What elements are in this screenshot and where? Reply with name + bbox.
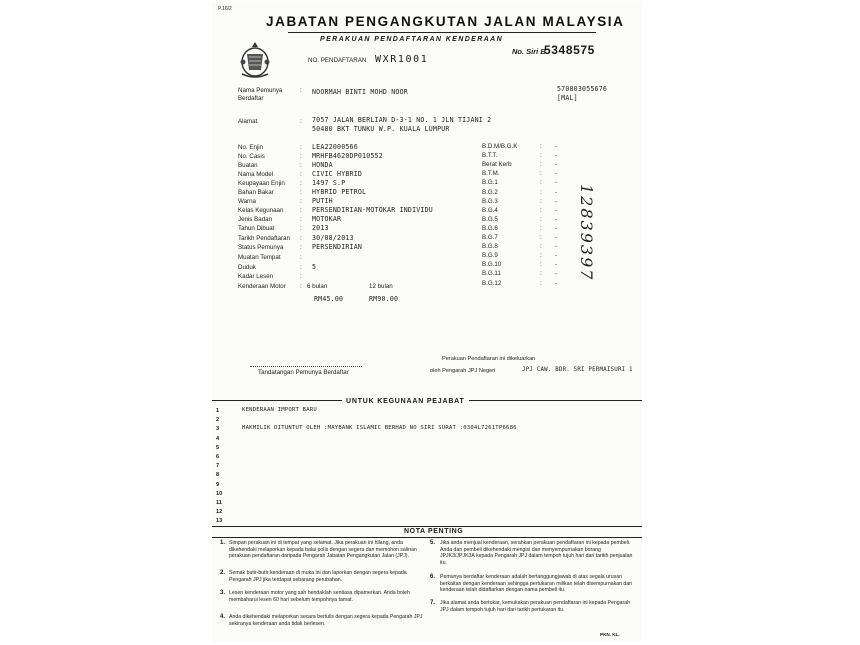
notes-title: NOTA PENTING	[404, 528, 464, 535]
weight-label: B.T.T.	[482, 152, 498, 160]
vehicle-field-value: 5	[312, 263, 317, 271]
note-text: Lesen kenderaan motor yang sah hendaklah sentiasa dipamerkan. Anda boleh membaharui lesen 60 hari sebelum tempohnya tamat.	[229, 590, 410, 603]
field-colon: :	[300, 198, 302, 205]
row-number: 5	[216, 444, 220, 451]
note-text: Jika alamat anda bertukar, kemukakan perakuan pendaftaran ini kepada Pengarah JPJ dalam tempoh tujuh hari dari tarikh pertukaran itu.	[440, 600, 631, 613]
weight-label: B.G.3	[482, 197, 498, 205]
field-colon: :	[300, 244, 302, 251]
field-colon: :	[300, 144, 302, 151]
vehicle-field-value: 1497 S.P	[312, 179, 346, 187]
weight-label: B.D.M/B.G.K	[482, 143, 518, 150]
field-colon: :	[300, 235, 302, 242]
weight-value: -	[555, 143, 558, 150]
vehicle-field-value: HYBRID PETROL	[312, 188, 367, 196]
field-colon: :	[300, 225, 302, 232]
row-number: 10	[216, 490, 223, 497]
vehicle-field-label: Keupayaan Enjin	[238, 180, 285, 187]
vehicle-field-value: HONDA	[312, 161, 333, 169]
field-colon: :	[300, 264, 302, 271]
vehicle-field-value: MRHFB4620DP010552	[312, 152, 383, 160]
weight-label: B.G.11	[482, 270, 501, 278]
vehicle-field-value: PERSENDIRIAN	[312, 243, 363, 251]
footer-code: PKN. KL.	[600, 632, 620, 637]
weight-value: -	[555, 206, 558, 214]
row-number: 1	[216, 408, 220, 414]
vehicle-field-label: Bahan Bakar	[238, 189, 274, 196]
vehicle-field-label: Kelas Kegunaan	[238, 207, 284, 214]
vehicle-field-label: Status Pemunya	[238, 244, 284, 251]
vehicle-field-label: Jenis Badan	[238, 216, 273, 223]
row-number: 12	[216, 509, 223, 516]
row-number: 4	[216, 435, 220, 442]
weight-label: B.G.12	[482, 279, 502, 287]
address-line-1: 7057 JALAN BERLIAN D-3-1 NO. 1 JLN TIJANI 2	[312, 116, 492, 124]
vehicle-field-value: CIVIC HYBRID	[312, 170, 363, 178]
field-colon: :	[540, 243, 542, 251]
vehicle-field-label: Warna	[238, 198, 256, 205]
weight-label: B.G.2	[482, 188, 498, 196]
reg-label: NO. PENDAFTARAN	[308, 57, 367, 64]
weight-value: -	[555, 188, 558, 196]
field-colon: :	[300, 254, 302, 261]
weight-value: -	[555, 152, 558, 160]
row-number: 6	[216, 454, 220, 460]
vehicle-field-value: PUTIH	[312, 197, 333, 205]
row-number: 3	[216, 426, 220, 433]
owner-sign-label: Tandatangan Pemunya Berdaftar	[258, 369, 349, 376]
weight-value: -	[555, 261, 558, 269]
field-colon: :	[540, 234, 542, 241]
registration-certificate: P.16/2 JABATAN PENGANGKUTAN JALAN MALAYSIA PERAKUAN PENDAFTARAN KENDERAAN No. Siri B 5348575 NO. PENDAFTARAN WXR1001 Nama Pemunya Berdaftar : NOORMAH BINTI MOHD NOOR 570803055676 [MAL] Alamat : 7057 JALAN BERLIAN D-3-1 NO. 1 JLN TIJANI 2 50480 BKT TUNKU W.P. KUALA LUMPUR No. Enjin : LEA22000566 No. Casis : MRHFB4620DP010552 Buatan : HONDA Nama Model : CIVIC HYBRID Keupayaan Enjin : 1497 S.P Bahan Bakar : HYBRID PETROL Warna : PUTIH Kelas Kegunaan : PERSENDIRIAN-MOTOKAR INDIVIDU Jenis Badan : MOTOKAR Tahun Dibuat : 2013 Tarikh Pendaftaran : 30/08/2013 Status Pemunya : PERSENDIRIAN Muatan Tempat : Duduk : 5 Kadar Lesen : Kenderaan Motor : 6 bulan 12 bulan RM45.00 RM90.00 B.D.M/B.G.K : - B.T.T. : - Berat Kerb : - B.T.M. : - B.G.1 : - B.G.2 : - B.G.3 : - B.G.4 : - B.G.5 : - B.G.6 : - B.G.7 : - B.G.8 : - B.G.9 : - B.G.10 : - B.G.11 : - B.G.12 : - 12839397 Tandatangan Pemunya Berdaftar Perakuan Pendaftaran ini dikeluarkan oleh Pengarah JPJ Negeri JPJ CAW. BDR. SRI PERMAISURI 1 UNTUK KEGUNAAN PEJABAT 1 KENDERAAN IMPORT BARU 2 3 HAKMILIK DITUNTUT OLEH :MAYBANK ISLAMIC BERHAD NO SIRI SURAT :0304L7261TP6686 4 5 6 7 8 9 10 11 12 13 NOTA PENTING 1. Simpan perakuan ini di tempat yang selamat. Jika perakuan ini hilang, anda dikehendaki melaporkan kepada balai polis dengan segera dan memohon salinan perakuan pendaftaran daripada Pengarah Jabatan Pengangkutan Jalan (JPJ). 2. Semak butir-butir kenderaan di muka ini dan laporkan dengan segera kepada Pengarah JPJ jika terdapat sebarang perubahan. 3. Lesen kenderaan motor yang sah hendaklah sentiasa dipamerkan. Anda boleh membaharui lesen 60 hari sebelum tempohnya tamat. 4. Anda dikehendaki melaporkan secara bertulis dengan segera kepada Pengarah JPJ sekiranya kenderaan anda tidak berlesen. 5. Jika anda menjual kenderaan, serahkan perakuan pendaftaran ini kepada pembeli. Anda dan pembeli dikehendaki mengisi dan menyempurnakan borang JPJK3/JPJK3A kepada Pengarah JPJ dalam tempoh tujuh hari dari tarikh penjualan itu. 6. Pemunya berdaftar kenderaan adalah bertanggungjawab di atas segala urusan berkaitan dengan kenderaan sehingga pertukaran milikan telah disempurnakan dan kenderaan telah didaftarkan dengan nama pembeli itu. 7. Jika alamat anda bertukar, kemukakan perakuan pendaftaran ini kepada Pengarah JPJ dalam tempoh tujuh hari dari tarikh pertukaran itu. PKN. KL.	[212, 2, 642, 642]
reg-number: WXR1001	[375, 54, 429, 65]
serial-label: No. Siri B	[512, 47, 546, 56]
signature-line	[250, 366, 362, 367]
field-colon: :	[540, 206, 542, 214]
weight-value: -	[555, 215, 558, 223]
weight-value: -	[555, 252, 558, 260]
field-colon: :	[540, 152, 542, 160]
field-colon: :	[300, 189, 302, 196]
field-colon: :	[300, 180, 302, 187]
issuing-office: JPJ CAW. BDR. SRI PERMAISURI 1	[522, 367, 633, 373]
title-underline	[288, 32, 596, 33]
note-number: 2.	[220, 570, 226, 576]
weight-label: B.G.4	[482, 206, 498, 214]
note-number: 4.	[220, 614, 226, 620]
weight-value: -	[555, 279, 558, 287]
weight-label: B.G.6	[482, 224, 498, 232]
row-number: 7	[216, 463, 220, 470]
vehicle-field-value: LEA22000566	[312, 143, 358, 151]
field-colon: :	[540, 261, 542, 269]
note-number: 3.	[220, 590, 226, 596]
row-number: 8	[216, 472, 220, 479]
vehicle-field-label: No. Enjin	[238, 144, 264, 151]
owner-name: NOORMAH BINTI MOHD NOOR	[312, 88, 408, 96]
vehicle-field-label: Tahun Dibuat	[238, 225, 275, 232]
twelve-months-rate: RM90.00	[369, 295, 399, 303]
notes-top-border	[212, 526, 642, 527]
serial-number: 5348575	[544, 43, 595, 57]
note-number: 7.	[430, 600, 436, 606]
weight-value: -	[555, 243, 558, 251]
issued-line-1: Perakuan Pendaftaran ini dikeluarkan	[442, 356, 536, 362]
address-line-2: 50480 BKT TUNKU W.P. KUALA LUMPUR	[312, 125, 450, 133]
weight-label: B.T.M.	[482, 170, 500, 178]
notes-title-border	[212, 537, 642, 538]
weight-value: -	[555, 161, 558, 169]
official-use-title: UNTUK KEGUNAAN PEJABAT	[342, 398, 469, 405]
note-number: 1.	[220, 540, 226, 546]
vehicle-field-value: 30/08/2013	[312, 234, 354, 242]
official-row-text: HAKMILIK DITUNTUT OLEH :MAYBANK ISLAMIC BERHAD NO SIRI SURAT :0304L7261TP6686	[242, 425, 517, 432]
note-text: Simpan perakuan ini di tempat yang selamat. Jika perakuan ini hilang, anda dikehendaki melaporkan kepada balai polis dengan segera dan memohon salinan perakuan pendaftaran daripada Pengarah Jabatan Pengangkutan Jalan (JPJ).	[229, 540, 417, 560]
note-text: Semak butir-butir kenderaan di muka ini dan laporkan dengan segera kepada Pengarah JPJ jika terdapat sebarang perubahan.	[229, 570, 407, 583]
vehicle-field-label: Tarikh Pendaftaran	[238, 235, 290, 242]
row-number: 13	[216, 518, 223, 525]
owner-name-label: Nama Pemunya Berdaftar	[238, 87, 283, 102]
page-subtitle: PERAKUAN PENDAFTARAN KENDERAAN	[320, 36, 504, 43]
field-colon: :	[540, 252, 542, 260]
weight-label: B.G.5	[482, 215, 498, 223]
weight-value: -	[555, 234, 558, 241]
row-number: 2	[216, 417, 220, 424]
weight-value: -	[555, 270, 558, 278]
weight-value: -	[555, 170, 558, 178]
weight-label: B.G.8	[482, 243, 498, 251]
handwritten-number: 12839397	[577, 184, 596, 282]
field-colon: :	[540, 170, 542, 178]
license-label: Kenderaan Motor	[238, 283, 286, 290]
field-colon: :	[540, 215, 542, 223]
twelve-months-label: 12 bulan	[369, 283, 393, 290]
field-colon: :	[540, 179, 542, 187]
official-row-text: KENDERAAN IMPORT BARU	[242, 407, 317, 413]
vehicle-field-label: Kadar Lesen	[238, 273, 274, 280]
page-title: JABATAN PENGANGKUTAN JALAN MALAYSIA	[266, 14, 625, 29]
vehicle-field-value: 2013	[312, 224, 329, 232]
note-number: 5.	[430, 540, 436, 546]
weight-value: -	[555, 179, 558, 187]
note-text: Jika anda menjual kenderaan, serahkan perakuan pendaftaran ini kepada pembeli. Anda dan pembeli dikehendaki mengisi dan menyempurnakan borang JPJK3/JPJK3A kepada Pengarah JPJ dalam tempoh tujuh hari dari tarikh penjualan itu.	[440, 540, 633, 566]
address-label: Alamat	[238, 118, 258, 125]
weight-label: Berat Kerb	[482, 161, 512, 169]
row-number: 11	[216, 500, 222, 506]
vehicle-field-label: Buatan	[238, 162, 258, 169]
weight-label: B.G.7	[482, 234, 498, 241]
vehicle-field-label: Duduk	[238, 264, 256, 271]
field-colon: :	[300, 273, 302, 280]
field-colon: :	[300, 171, 302, 178]
field-colon: :	[540, 197, 542, 205]
malaysia-crest-icon	[238, 40, 272, 85]
row-number: 9	[216, 481, 220, 488]
field-colon: :	[300, 153, 302, 160]
vehicle-field-value: PERSENDIRIAN-MOTOKAR INDIVIDU	[312, 206, 433, 214]
field-colon: :	[300, 216, 302, 223]
weight-label: B.G.9	[482, 252, 498, 260]
field-colon: :	[540, 161, 542, 169]
vehicle-field-value: MOTOKAR	[312, 215, 342, 223]
form-code: P.16/2	[218, 6, 232, 12]
field-colon: :	[540, 188, 542, 196]
six-months-rate: RM45.00	[314, 295, 344, 303]
weight-value: -	[555, 224, 558, 232]
owner-id: 570803055676	[557, 85, 608, 93]
note-number: 6.	[430, 574, 436, 580]
vehicle-field-label: Nama Model	[238, 171, 274, 178]
issued-line-2-label: oleh Pengarah JPJ Negeri	[430, 368, 496, 374]
weight-value: -	[555, 197, 558, 205]
field-colon: :	[540, 143, 542, 150]
vehicle-field-label: No. Casis	[238, 153, 265, 160]
owner-id-suffix: [MAL]	[557, 94, 578, 102]
vehicle-field-label: Muatan Tempat	[238, 254, 281, 261]
note-text: Anda dikehendaki melaporkan secara bertulis dengan segera kepada Pengarah JPJ sekiranya kenderaan anda tidak berlesen.	[229, 614, 423, 627]
field-colon: :	[540, 279, 542, 287]
note-text: Pemunya berdaftar kenderaan adalah bertanggungjawab di atas segala urusan berkaitan dengan kenderaan sehingga pertukaran milikan telah disempurnakan dan kenderaan telah didaftarkan dengan nama pembeli itu.	[440, 574, 633, 594]
field-colon: :	[300, 207, 302, 214]
field-colon: :	[300, 162, 302, 169]
six-months-label: 6 bulan	[307, 283, 328, 290]
weight-label: B.G.1	[482, 179, 498, 187]
weight-label: B.G.10	[482, 261, 502, 269]
field-colon: :	[540, 224, 542, 232]
field-colon: :	[540, 270, 542, 278]
